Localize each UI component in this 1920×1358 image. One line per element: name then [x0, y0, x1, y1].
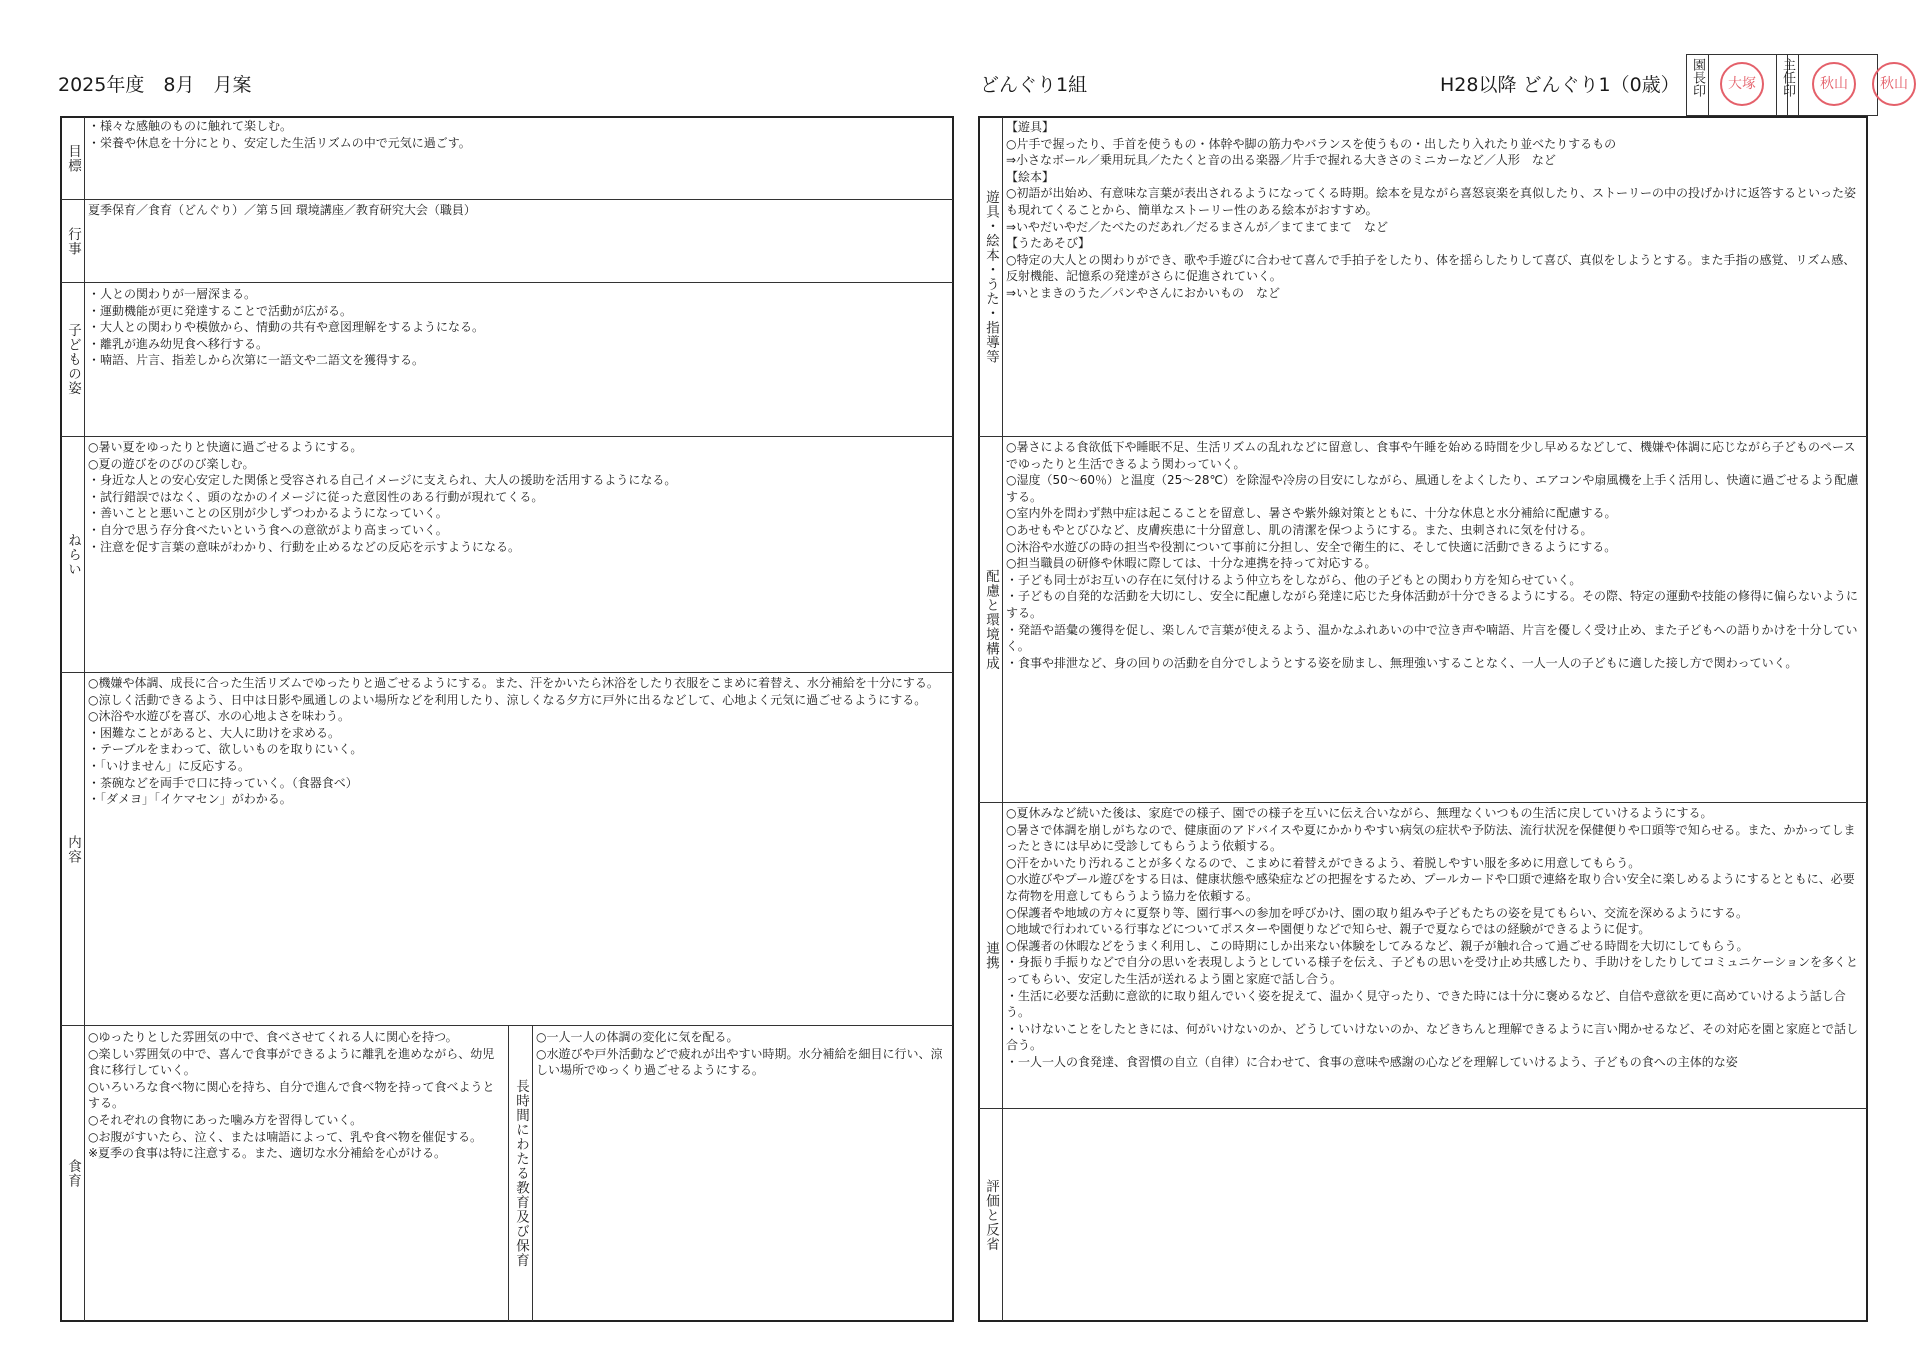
aims-line: ・試行錯誤ではなく、頭のなかのイメージに従った意図性のある行動が現れてくる。	[88, 489, 544, 504]
aims-line: ○夏の遊びをのびのび楽しむ。	[88, 456, 255, 471]
play-line: ⇒いとまきのうた／パンやさんにおかいもの など	[1006, 285, 1281, 300]
goals-line: ・栄養や休息を十分にとり、安定した生活リズムの中で元気に過ごす。	[88, 135, 471, 150]
stamp-label-chief: 主任印	[1780, 58, 1795, 97]
environment-line: ○あせもやとびひなど、皮膚疾患に十分留意し、肌の清潔を保つようにする。また、虫刺されに気を付ける。	[1006, 522, 1593, 537]
plan-type: H28以降 どんぐり1（0歳）	[1440, 74, 1680, 96]
chief-seal-2: 秋山	[1872, 62, 1916, 106]
evaluation-text	[1004, 1110, 1866, 1320]
evaluation-label: 評価と反省	[983, 1178, 999, 1252]
stamp-label-director: 園長印	[1690, 58, 1705, 97]
chief-seal-1: 秋山	[1812, 62, 1856, 106]
environment-line: ・食事や排泄など、身の回りの活動を自分でしようとする姿を励まし、無理強いすることなく、一人一人の子どもに適した接し方で関わっていく。	[1006, 655, 1798, 670]
director-seal: 大塚	[1720, 62, 1764, 106]
cooperation-line: ○水遊びやプール遊びをする日は、健康状態や感染症などの把握をするため、プールカードや口頭で連絡を取り合い安全に楽しめるようにするとともに、必要な荷物を用意してもらうよう協力を依頼する。	[1006, 872, 1855, 903]
long-hours-line: ○一人一人の体調の変化に気を配る。	[536, 1030, 739, 1044]
cooperation-line: ○保護者の休暇などをうまく利用し、この時期にしか出来ない体験をしてみるなど、親子が触れ合って過ごせる時間を大切にしてもらう。	[1006, 938, 1749, 953]
food-education-label: 食育	[65, 1159, 81, 1188]
play-text	[1004, 118, 1866, 435]
content-label: 内容	[65, 834, 81, 864]
goals-text	[86, 117, 952, 199]
long-hours-text	[534, 1028, 952, 1320]
child-state-line: ・離乳が進み幼児食へ移行する。	[88, 336, 269, 351]
cooperation-line: ・一人一人の食発達、食習慣の自立（自律）に合わせて、食事の意味や感謝の心などを理解していけるよう、子どもの食への主体的な姿	[1006, 1054, 1738, 1069]
aims-line: ・注意を促す言葉の意味がわかり、行動を止めるなどの反応を示すようになる。	[88, 539, 521, 554]
cooperation-line: ○暑さで体調を崩しがちなので、健康面のアドバイスや夏にかかりやすい病気の症状や予防法、流行状況を保健便りや口頭等で知らせる。また、かかってしまったときには早めに受診してもらうよう依頼する。	[1006, 822, 1856, 854]
play-line: ○初語が出始め、有意味な言葉が表出されるようになってくる時期。絵本を見ながら喜怒哀楽を真似したり、ストーリーの中の投げかけに返答するといった姿も現れてくることから、簡単なストーリー性のある絵本がおすすめ。	[1006, 186, 1856, 217]
aims-line: ○暑い夏をゆったりと快適に過ごせるようにする。	[88, 440, 363, 454]
cooperation-text	[1004, 804, 1866, 1107]
aims-line: ・自分で思う存分食べたいという食への意欲がより高まっていく。	[88, 522, 448, 537]
play-line: 【うたあそび】	[1006, 236, 1091, 251]
environment-line: ・子ども同士がお互いの存在に気付けるよう仲立ちをしながら、他の子どもとの関わり方を知らせていく。	[1006, 572, 1582, 587]
child-state-label: 子どもの姿	[65, 323, 81, 396]
content-line: ・「ダメヨ」「イケマセン」がわかる。	[88, 792, 292, 807]
content-line: ・茶碗などを両手で口に持っていく。（食器食べ）	[88, 775, 358, 790]
aims-line: ・身近な人との安心安定した関係と受容される自己イメージに支えられ、大人の援助を活用するようになる。	[88, 473, 677, 488]
cooperation-line: ・身振り手振りなどで自分の思いを表現しようとしている様子を伝え、子どもの思いを受け止め共感したり、手助けをしたりしてコミュニケーションを多くとってもらい、安定した生活が送れるよう園と家庭で話し合う。	[1006, 955, 1859, 986]
environment-line: ○沐浴や水遊びの時の担当や役割について事前に分担し、安全で衛生的に、そして快適に活動できるようにする。	[1006, 539, 1617, 554]
cooperation-line: ○夏休みなど続いた後は、家庭での様子、園での様子を互いに伝え合いながら、無理なくいつもの生活に戻していけるようにする。	[1006, 806, 1713, 820]
long-hours-line: ○水遊びや戸外活動などで疲れが出やすい時期。水分補給を細目に行い、涼しい場所でゆっくり過ごせるようにする。	[536, 1046, 943, 1078]
year-month-title: 2025年度 8月 月案	[58, 74, 252, 96]
content-line: ○機嫌や体調、成長に合った生活リズムでゆったりと過ごせるようにする。また、汗をかいたら沐浴をしたり衣服をこまめに着替え、水分補給を十分にする。	[88, 676, 939, 690]
play-line: ⇒小さなボール／乗用玩具／たたくと音の出る楽器／片手で握れる大きさのミニカーなど／人形 など	[1006, 153, 1556, 168]
class-name: どんぐり1組	[980, 74, 1088, 96]
content-line: ・「いけません」に反応する。	[88, 758, 251, 773]
content-text	[86, 674, 952, 1024]
child-state-line: ・運動機能が更に発達することで活動が広がる。	[88, 303, 353, 318]
play-line: 【絵本】	[1006, 169, 1055, 184]
environment-label: 配慮と環境構成	[983, 568, 999, 671]
environment-line: ○暑さによる食欲低下や睡眠不足、生活リズムの乱れなどに留意し、食事や午睡を始める時間を少し早めるなどして、機嫌や体調に応じながら子どものペースでゆったりと生活できるよう関わっていく。	[1006, 440, 1856, 471]
child-state-text	[86, 285, 952, 435]
events-text	[86, 201, 952, 281]
child-state-line: ・喃語、片言、指差しから次第に一語文や二語文を獲得する。	[88, 353, 425, 368]
food-education-text	[86, 1028, 507, 1320]
play-line: ○特定の大人との関わりができ、歌や手遊びに合わせて喜んで手拍子をしたり、体を揺らしたりして喜び、真似をしようとする。また手指の感覚、リズム感、反射機能、記憶系の発達がさらに促進されていく。	[1006, 252, 1856, 284]
events-label: 行事	[65, 226, 81, 256]
environment-line: ・発語や語彙の獲得を促し、楽しんで言葉が使えるよう、温かなふれあいの中で泣き声や喃語、片言を優しく受け止め、また子どもへの語りかけを十分していく。	[1006, 622, 1858, 654]
cooperation-line: ○汗をかいたり汚れることが多くなるので、こまめに着替えができるよう、着脱しやすい服を多めに用意してもらう。	[1006, 855, 1641, 870]
food-education-line: ※夏季の食事は特に注意する。また、適切な水分補給を心がける。	[88, 1146, 447, 1161]
environment-line: ○担当職員の研修や休暇に際しては、十分な連携を持って対応する。	[1006, 556, 1377, 571]
environment-line: ○湿度（50〜60％）と温度（25〜28℃）を除湿や冷房の目安にしながら、風通しをよくしたり、エアコンや扇風機を上手く活用し、快適に過ごせるよう配慮する。	[1006, 473, 1859, 504]
play-line: ○片手で握ったり、手首を使うもの・体幹や脚の筋力やバランスを使うもの・出したり入れたり並べたりするもの	[1006, 136, 1617, 151]
environment-line: ・子どもの自発的な活動を大切にし、安全に配慮しながら発達に応じた身体活動が十分できるようにする。その際、特定の運動や技能の修得に偏らないようにする。	[1006, 589, 1859, 620]
cooperation-line: ・生活に必要な活動に意欲的に取り組んでいく姿を捉えて、温かく見守ったり、できた時には十分に褒めるなど、自信や意欲を更に高めていけるよう話し合う。	[1006, 988, 1846, 1020]
environment-line: ○室内外を問わず熱中症は起こることを留意し、暑さや紫外線対策とともに、十分な休息と水分補給に配慮する。	[1006, 506, 1617, 521]
food-education-line: ○いろいろな食べ物に関心を持ち、自分で進んで食べ物を持って食べようとする。	[88, 1079, 495, 1111]
cooperation-line: ○保護者や地域の方々に夏祭り等、園行事への参加を呼びかけ、園の取り組みや子どもたちの姿を見てもらい、交流を深めるようにする。	[1006, 905, 1748, 920]
content-line: ・困難なことがあると、大人に助けを求める。	[88, 725, 341, 740]
food-education-line: ○お腹がすいたら、泣く、または喃語によって、乳や食べ物を催促する。	[88, 1129, 482, 1144]
play-line: 【遊具】	[1006, 120, 1055, 134]
food-education-line: ○それぞれの食物にあった噛み方を習得していく。	[88, 1112, 363, 1127]
cooperation-label: 連携	[983, 941, 999, 970]
play-label: 遊具・絵本・うた・指導等	[983, 189, 999, 364]
aims-text	[86, 438, 952, 671]
goals-label: 目標	[65, 143, 81, 173]
child-state-line: ・人との関わりが一層深まる。	[88, 287, 257, 301]
long-hours-label: 長時間にわたる教育及び保育	[513, 1079, 529, 1268]
events-line: 夏季保育／食育（どんぐり）／第５回 環境講座／教育研究大会（職員）	[88, 203, 476, 217]
aims-line: ・善いことと悪いことの区別が少しずつわかるようになっていく。	[88, 506, 448, 521]
play-line: ⇒いやだいやだ／たべたのだあれ／だるまさんが／まてまてまて など	[1006, 219, 1389, 234]
cooperation-line: ・いけないことをしたときには、何がいけないのか、どうしていけないのか、などきちんと理解できるように言い聞かせるなど、その対応を園と家庭とで話し合う。	[1006, 1021, 1859, 1053]
food-education-line: ○ゆったりとした雰囲気の中で、食べさせてくれる人に関心を持つ。	[88, 1030, 458, 1044]
content-line: ○涼しく活動できるよう、日中は日影や風通しのよい場所などを利用したり、涼しくなる夕方に戸外に出るなどして、心地よく元気に過ごせるようにする。	[88, 692, 927, 707]
content-line: ○沐浴や水遊びを喜び、水の心地よさを味わう。	[88, 709, 350, 724]
aims-label: ねらい	[65, 532, 81, 577]
food-education-line: ○楽しい雰囲気の中で、喜んで食事ができるように離乳を進めながら、幼児食に移行していく。	[88, 1046, 495, 1078]
content-line: ・テーブルをまわって、欲しいものを取りにいく。	[88, 742, 363, 757]
goals-line: ・様々な感触のものに触れて楽しむ。	[88, 119, 293, 133]
child-state-line: ・大人との関わりや模倣から、情動の共有や意図理解をするようになる。	[88, 320, 485, 335]
cooperation-line: ○地域で行われている行事などについてポスターや園便りなどで知らせ、親子で夏ならではの経験ができるように促す。	[1006, 922, 1651, 937]
environment-text	[1004, 438, 1866, 801]
